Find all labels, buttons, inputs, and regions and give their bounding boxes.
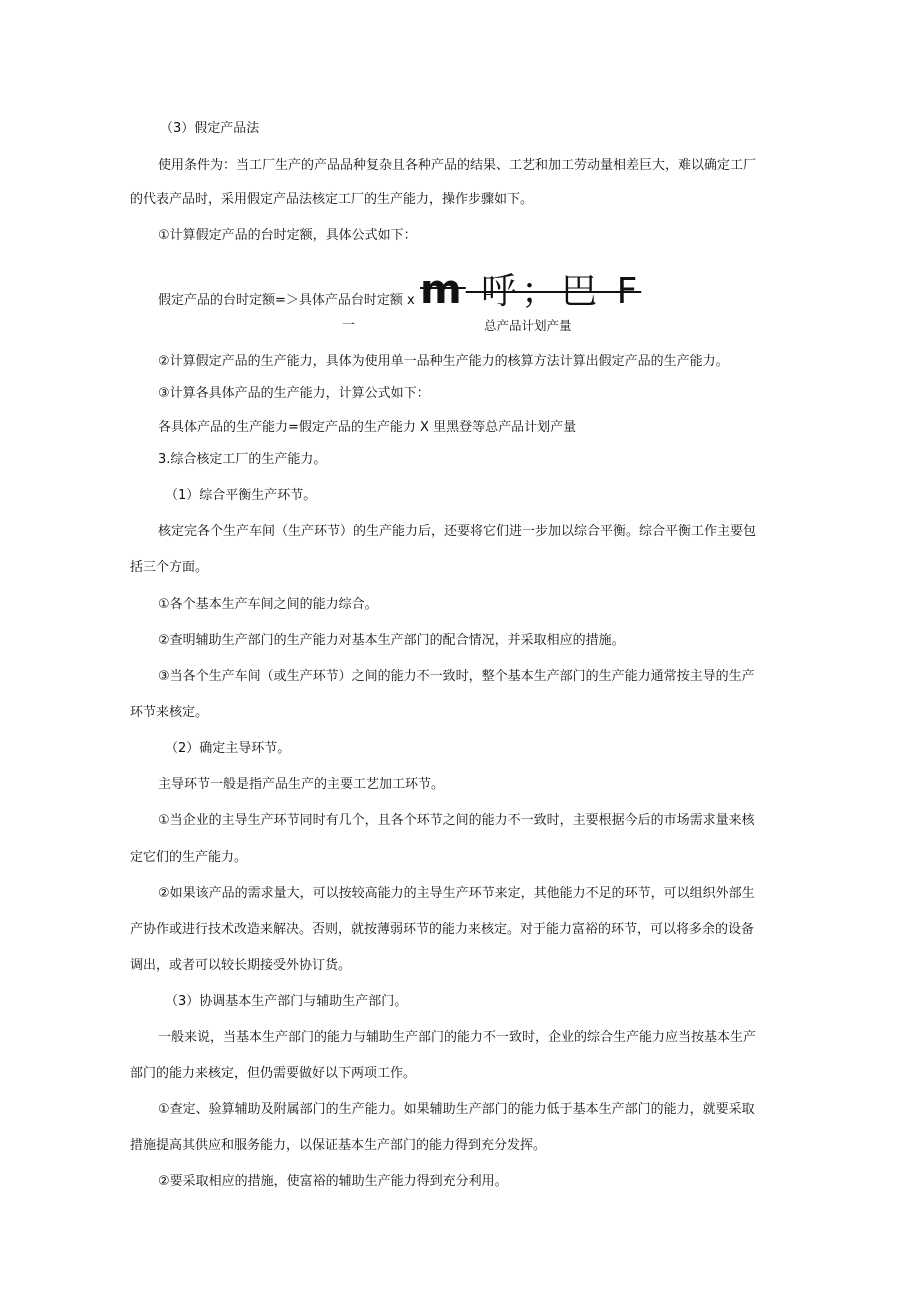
list-item: ①当企业的主导生产环节同时有几个，且各个环节之间的能力不一致时，主要根据今后的市场需求量来核 bbox=[158, 813, 755, 828]
paragraph-line: 括三个方面。 bbox=[130, 560, 209, 575]
step-item: ②计算假定产品的生产能力，具体为使用单一品种生产能力的核算方法计算出假定产品的生产能力。 bbox=[158, 354, 729, 369]
subsection-heading: （2）确定主导环节。 bbox=[165, 741, 291, 756]
formula-garbled-m: m bbox=[420, 267, 466, 313]
list-item: ②如果该产品的需求量大，可以按较高能力的主导生产环节来定，其他能力不足的环节，可以组织外部生 bbox=[158, 886, 755, 901]
formula-denominator: 总产品计划产量 bbox=[484, 318, 572, 333]
paragraph-line: 主导环节一般是指产品生产的主要工艺加工环节。 bbox=[158, 777, 445, 792]
formula-garbled-fraction bbox=[420, 267, 642, 313]
paragraph-line: 一般来说，当基本生产部门的能力与辅助生产部门的能力不一致时，企业的综合生产能力应当按基本生产 bbox=[158, 1030, 757, 1045]
list-item: ①各个基本生产车间之间的能力综合。 bbox=[158, 597, 378, 612]
formula-garbled-text: 呼；巴 F bbox=[481, 271, 642, 312]
paragraph-line: 部门的能力来核定，但仍需要做好以下两项工作。 bbox=[130, 1066, 417, 1081]
subsection-heading: （1）综合平衡生产环节。 bbox=[165, 488, 317, 503]
step-item: ①计算假定产品的台时定额，具体公式如下： bbox=[158, 228, 417, 243]
formula-dash: 一 bbox=[342, 318, 356, 333]
list-item-continuation: 调出，或者可以较长期接受外协订货。 bbox=[130, 958, 352, 973]
section-heading-assumed-product-method: （3）假定产品法 bbox=[160, 121, 260, 136]
list-item-continuation: 措施提高其供应和服务能力，以保证基本生产部门的能力得到充分发挥。 bbox=[130, 1138, 547, 1153]
formula-left-side: 假定产品的台时定额=＞具体产品台时定额 x bbox=[158, 293, 415, 308]
list-item: ②要采取相应的措施，使富裕的辅助生产能力得到充分利用。 bbox=[158, 1174, 508, 1189]
list-item: ③当各个生产车间（或生产环节）之间的能力不一致时，整个基本生产部门的生产能力通常按主导的生产 bbox=[158, 669, 755, 684]
step-item: ③计算各具体产品的生产能力，计算公式如下： bbox=[158, 386, 430, 401]
list-item-continuation: 产协作或进行技术改造来解决。否则，就按薄弱环节的能力来核定。对于能力富裕的环节，可以将多余的设备 bbox=[130, 922, 755, 937]
paragraph-line: 的代表产品时，采用假定产品法核定工厂的生产能力，操作步骤如下。 bbox=[130, 192, 534, 207]
formula-line: 各具体产品的生产能力=假定产品的生产能力 X 里黑登等总产品计划产量 bbox=[158, 420, 577, 435]
subsection-heading: （3）协调基本生产部门与辅助生产部门。 bbox=[165, 994, 408, 1009]
list-item: ②查明辅助生产部门的生产能力对基本生产部门的配合情况，并采取相应的措施。 bbox=[158, 633, 625, 648]
list-item: ①查定、验算辅助及附属部门的生产能力。如果辅助生产部门的能力低于基本生产部门的能力，就要采取 bbox=[158, 1102, 755, 1117]
paragraph-line: 核定完各个生产车间（生产环节）的生产能力后，还要将它们进一步加以综合平衡。综合平衡工作主要包 bbox=[158, 524, 757, 539]
list-item-continuation: 环节来核定。 bbox=[130, 705, 209, 720]
section-heading: 3.综合核定工厂的生产能力。 bbox=[158, 452, 327, 467]
paragraph-line: 使用条件为：当工厂生产的产品品种复杂且各种产品的结果、工艺和加工劳动量相差巨大，难以确定工厂 bbox=[158, 158, 757, 173]
list-item-continuation: 定它们的生产能力。 bbox=[130, 850, 248, 865]
